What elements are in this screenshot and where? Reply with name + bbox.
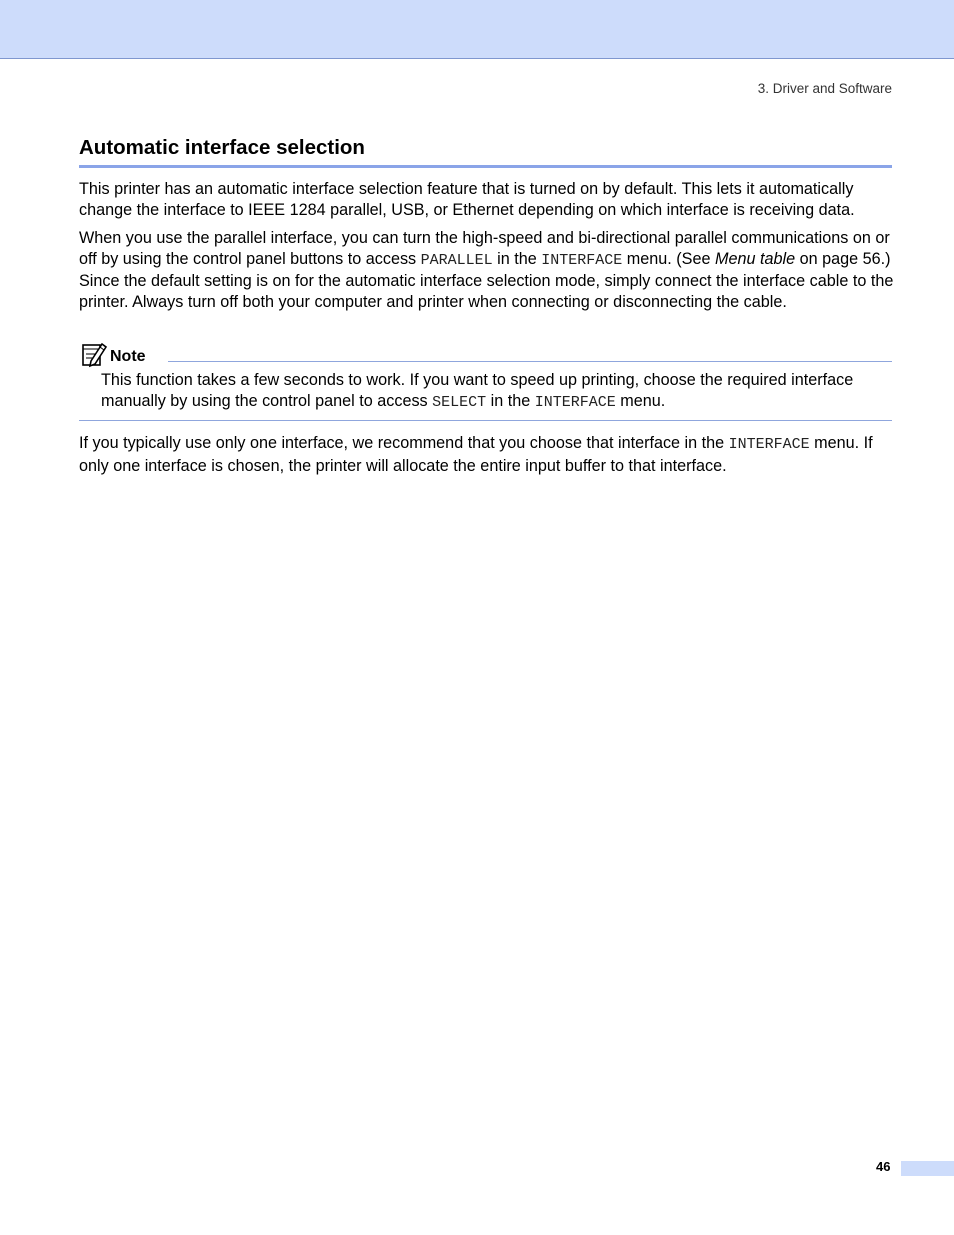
note-pencil-icon [80, 340, 108, 368]
section-title: Automatic interface selection [79, 136, 892, 168]
paragraph-parallel-interface [79, 228, 894, 312]
paragraph-single-interface [79, 433, 894, 476]
text-run: When you use the parallel interface, you can turn the high-speed and bi-directional parallel communications on or off by using the control panel buttons to access [79, 229, 890, 268]
text-run: menu. [615, 391, 666, 410]
code-select: SELECT [432, 393, 487, 411]
paragraph-auto-selection: This printer has an automatic interface selection feature that is turned on by default. This lets it automatically change the interface to IEEE 1284 parallel, USB, or Ethernet depending on which interface is receiving data. [79, 180, 855, 219]
note-bottom-rule [79, 420, 892, 421]
page-number: 46 [876, 1159, 891, 1174]
code-interface: INTERFACE [541, 251, 623, 269]
note-body [101, 370, 893, 413]
note-top-rule [168, 361, 892, 362]
text-run: in the [492, 249, 542, 268]
note-header [80, 340, 892, 368]
footer-tab [901, 1161, 954, 1176]
text-run: menu. (See [622, 249, 715, 268]
code-parallel: PARALLEL [420, 251, 493, 269]
text-run: in the [486, 391, 535, 410]
text-run: on page 56.) Since the default setting is on for the automatic interface selection mode, simply connect the interface cable to the printer. Always turn off both your computer and printer when connecting or disconnecting the cable. [79, 249, 894, 311]
code-interface: INTERFACE [728, 436, 810, 453]
code-interface: INTERFACE [534, 393, 616, 411]
text-run: This function takes a few seconds to work. If you want to speed up printing, choose the required interface manually by using the control panel to access [101, 371, 854, 410]
menu-table-link[interactable]: Menu table [714, 249, 796, 268]
note-label: Note [110, 348, 146, 365]
running-head: 3. Driver and Software [757, 81, 892, 96]
text-run: menu. If only one interface is chosen, the printer will allocate the entire input buffer to that interface. [79, 434, 873, 475]
text-run: If you typically use only one interface, we recommend that you choose that interface in the [79, 434, 729, 452]
header-band [0, 0, 954, 59]
